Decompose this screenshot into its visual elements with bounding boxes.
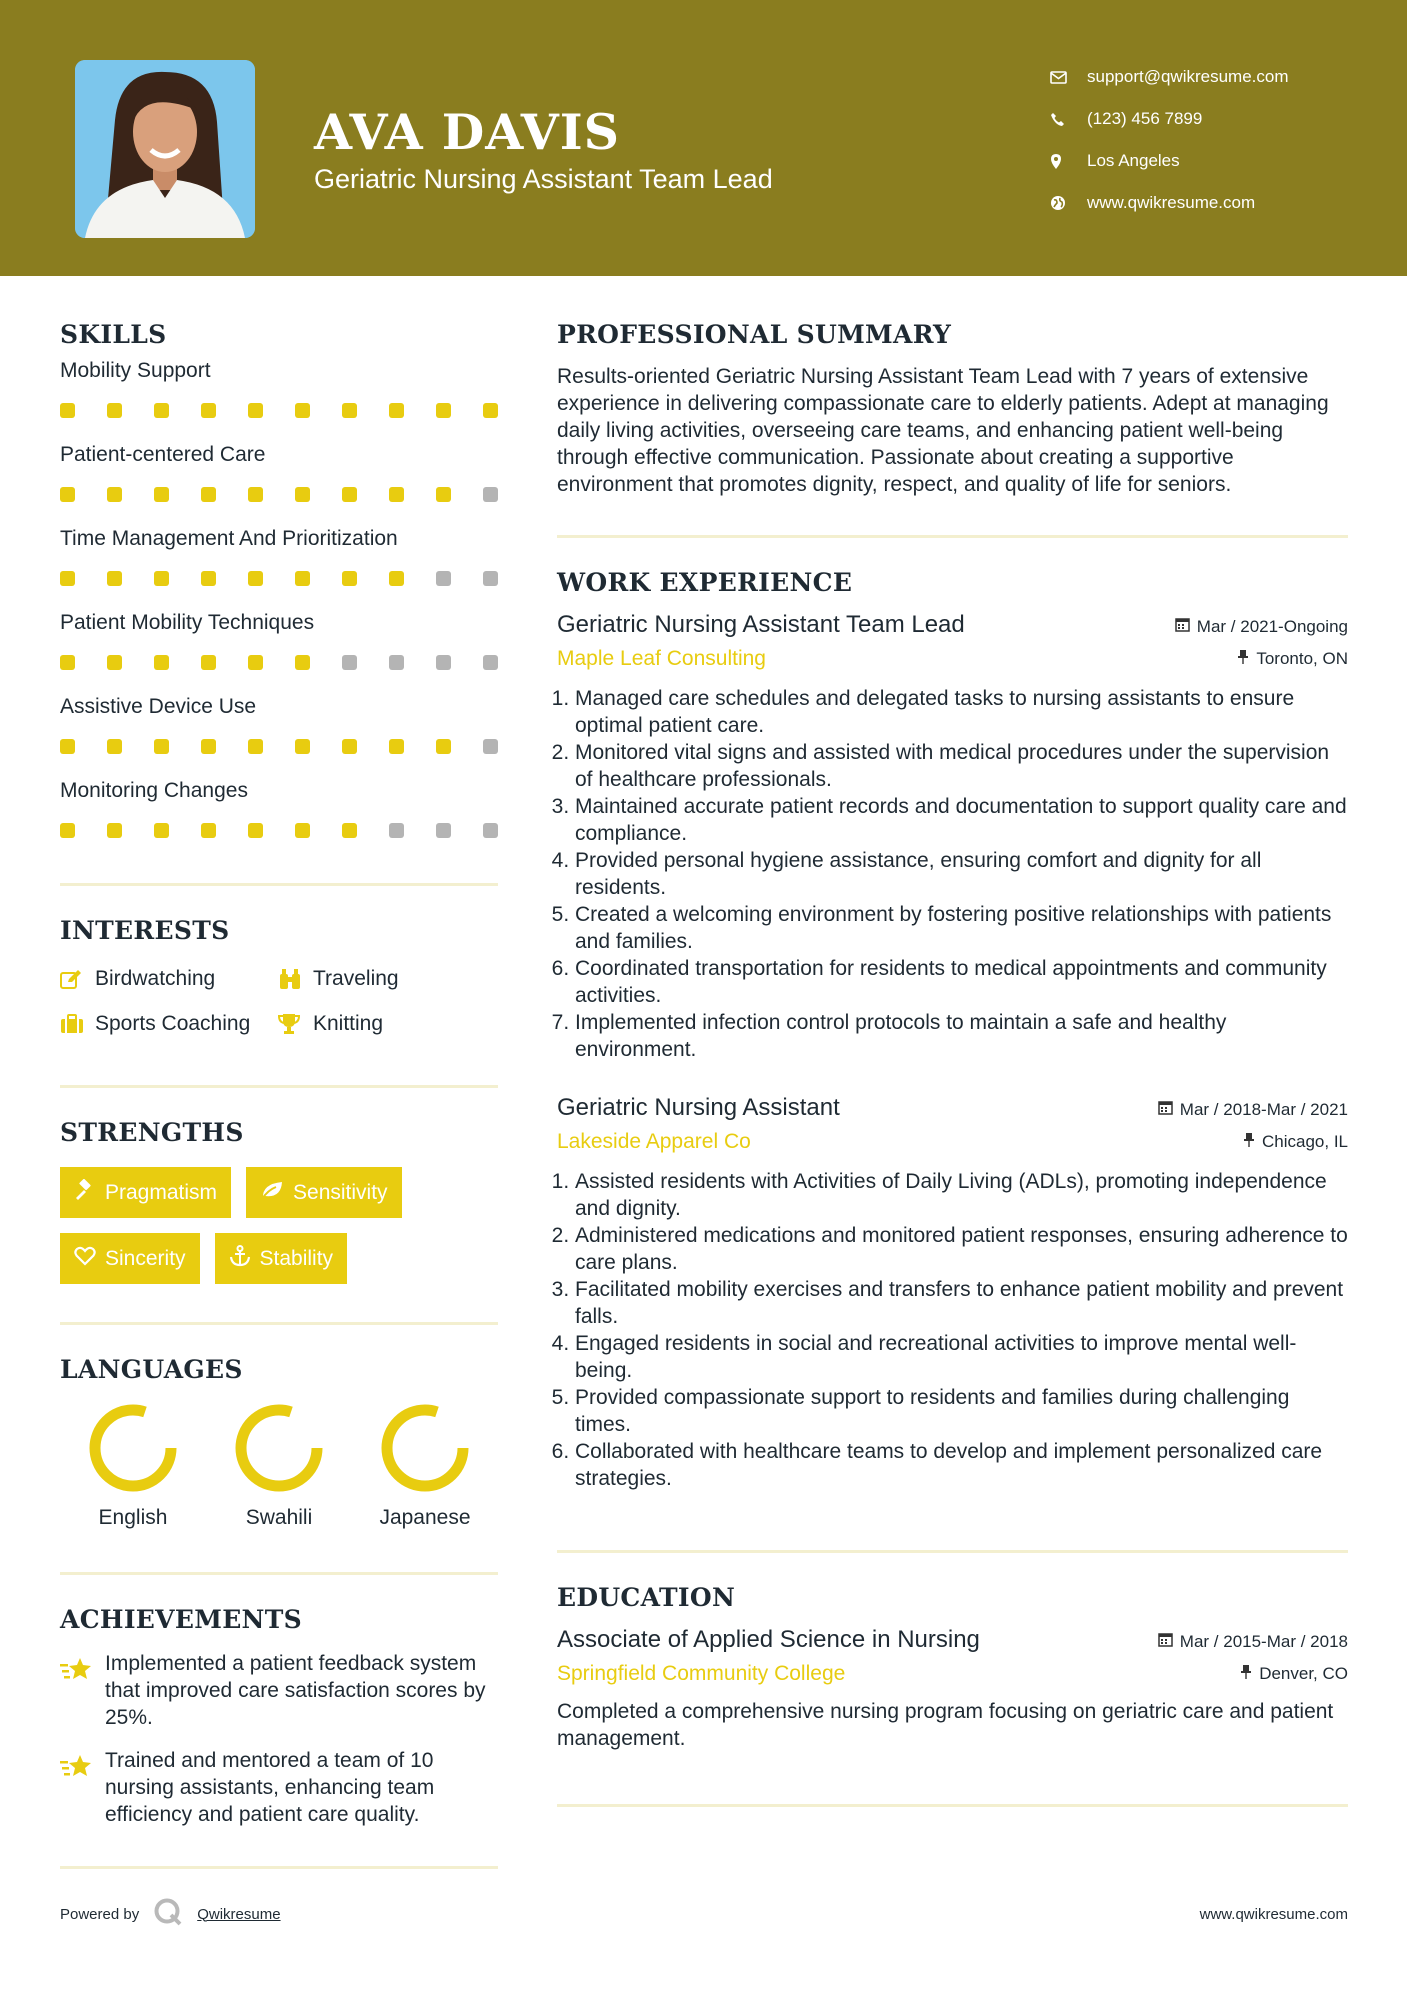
heart-icon <box>74 1246 96 1272</box>
skill-dot <box>389 571 404 586</box>
skill-dot <box>248 403 263 418</box>
section-divider <box>60 1085 498 1088</box>
skill-dot <box>107 823 122 838</box>
skill-dot <box>107 655 122 670</box>
contact-phone[interactable]: (123) 456 7899 <box>1050 98 1289 140</box>
skill-dot <box>295 823 310 838</box>
anchor-icon <box>229 1245 251 1273</box>
skill-dot <box>436 487 451 502</box>
language-level-arc <box>387 1410 463 1486</box>
skill-dot <box>248 655 263 670</box>
section-divider <box>557 1550 1348 1553</box>
skill-dot <box>483 823 498 838</box>
pushpin-icon <box>1237 649 1249 669</box>
resume-header <box>0 0 1407 276</box>
skill-dot <box>483 739 498 754</box>
skill-dot <box>389 739 404 754</box>
skill-dot <box>154 571 169 586</box>
responsibility-item: 5. Provided compassionate support to residents and families during challenging times. <box>575 1384 1348 1438</box>
section-divider <box>60 1866 498 1869</box>
languages-heading: LANGUAGES <box>60 1355 243 1384</box>
job-responsibilities <box>557 685 1348 1063</box>
skills-section <box>60 320 498 853</box>
candidate-name: AVA DAVIS <box>314 103 621 161</box>
language-level-ring <box>87 1402 179 1494</box>
shooting-star-icon <box>60 1747 105 1828</box>
summary-section <box>557 320 1348 498</box>
skill-dot <box>295 739 310 754</box>
skill-item <box>60 359 498 433</box>
skill-dot <box>248 571 263 586</box>
envelope-icon <box>1050 71 1087 84</box>
skill-dot <box>342 655 357 670</box>
skill-level <box>60 723 498 769</box>
skill-name: Time Management And Prioritization <box>60 527 398 550</box>
skill-dot <box>436 655 451 670</box>
experience-section <box>557 568 1348 1492</box>
skill-item <box>60 527 498 601</box>
skill-dot <box>107 487 122 502</box>
qwikresume-link[interactable]: Qwikresume <box>197 1905 281 1923</box>
summary-text: Results-oriented Geriatric Nursing Assistant Team Lead with 7 years of extensive experience in delivering compassionate care to elderly patients. Adept at managing daily living activities, overseeing care teams, and enhancing patient well-being through effective communication. Passionate about creating a supportive environment that promotes dignity, respect, and quality of life for seniors. <box>557 365 1329 496</box>
skill-item <box>60 611 498 685</box>
skill-dot <box>295 571 310 586</box>
interest-item: Sports Coaching <box>60 1008 278 1039</box>
skills-heading: SKILLS <box>60 320 167 349</box>
achievement-item: Implemented a patient feedback system that improved care satisfaction scores by 25%. <box>60 1650 498 1731</box>
skill-dot <box>201 823 216 838</box>
skill-level <box>60 555 498 601</box>
skill-dot <box>60 655 75 670</box>
skill-dot <box>295 487 310 502</box>
skill-dot <box>483 403 498 418</box>
job-entry <box>557 1094 1348 1492</box>
school-name: Springfield Community College <box>557 1662 846 1685</box>
skill-dot <box>342 487 357 502</box>
skill-item <box>60 779 498 853</box>
pushpin-icon <box>1243 1132 1255 1152</box>
skill-dot <box>154 739 169 754</box>
skill-dot <box>483 487 498 502</box>
skill-dot <box>295 655 310 670</box>
briefcase-icon <box>60 1014 95 1034</box>
job-location: Chicago, IL <box>1262 1132 1348 1151</box>
calendar-icon <box>1158 1100 1173 1120</box>
skill-dot <box>342 739 357 754</box>
skill-name: Mobility Support <box>60 359 211 382</box>
footer-website[interactable]: www.qwikresume.com <box>1199 1906 1348 1923</box>
skill-dot <box>154 487 169 502</box>
achievement-item: Trained and mentored a team of 10 nursing assistants, enhancing team efficiency and patient care quality. <box>60 1747 498 1828</box>
achievements-section <box>60 1605 498 1828</box>
degree-title: Associate of Applied Science in Nursing <box>557 1626 980 1653</box>
left-column <box>60 320 498 1869</box>
skill-level <box>60 471 498 517</box>
strengths-section <box>60 1118 498 1284</box>
strength-chip: Pragmatism <box>60 1167 231 1218</box>
skill-dot <box>389 823 404 838</box>
skill-dot <box>295 403 310 418</box>
pushpin-icon <box>1240 1664 1252 1684</box>
job-location: Toronto, ON <box>1256 649 1348 668</box>
job-title: Geriatric Nursing Assistant <box>557 1094 840 1121</box>
responsibility-item: 2. Monitored vital signs and assisted with medical procedures under the supervision of healthcare professionals. <box>575 739 1348 793</box>
map-pin-icon <box>1050 153 1087 170</box>
skill-dot <box>201 403 216 418</box>
skill-dot <box>60 487 75 502</box>
strength-chip: Sincerity <box>60 1233 200 1284</box>
footer-powered-by: Powered by Qwikresume <box>60 1897 281 1931</box>
leaf-icon <box>260 1180 284 1206</box>
strength-chip: Stability <box>215 1233 348 1284</box>
gavel-icon <box>74 1179 96 1207</box>
skill-dot <box>342 403 357 418</box>
skill-name: Monitoring Changes <box>60 779 248 802</box>
responsibility-item: 3. Facilitated mobility exercises and transfers to enhance patient mobility and prevent falls. <box>575 1276 1348 1330</box>
contact-website[interactable]: www.qwikresume.com <box>1050 182 1289 224</box>
right-column <box>557 320 1348 1807</box>
skill-item <box>60 443 498 517</box>
education-location: Denver, CO <box>1259 1664 1348 1683</box>
skill-dot <box>107 403 122 418</box>
skill-name: Patient Mobility Techniques <box>60 611 315 634</box>
responsibility-item: 4. Provided personal hygiene assistance, ensuring comfort and dignity for all residents. <box>575 847 1348 901</box>
language-item <box>352 1402 498 1530</box>
responsibility-item: 7. Implemented infection control protocols to maintain a safe and healthy environment. <box>575 1009 1348 1063</box>
experience-heading: WORK EXPERIENCE <box>557 568 853 597</box>
strengths-heading: STRENGTHS <box>60 1118 244 1147</box>
education-heading: EDUCATION <box>557 1583 736 1612</box>
responsibility-item: 3. Maintained accurate patient records and documentation to support quality care and compliance. <box>575 793 1348 847</box>
skill-dot <box>154 823 169 838</box>
skill-dot <box>436 571 451 586</box>
skill-dot <box>60 739 75 754</box>
candidate-title: Geriatric Nursing Assistant Team Lead <box>314 164 773 194</box>
skill-dot <box>201 571 216 586</box>
education-description: Completed a comprehensive nursing program focusing on geriatric care and patient management. <box>557 1700 1334 1750</box>
education-date: Mar / 2015-Mar / 2018 <box>1179 1632 1348 1651</box>
skill-dot <box>248 487 263 502</box>
skill-dot <box>60 823 75 838</box>
responsibility-item: 4. Engaged residents in social and recreational activities to improve mental well-being. <box>575 1330 1348 1384</box>
skill-dot <box>60 403 75 418</box>
skill-dot <box>436 403 451 418</box>
skill-dot <box>342 823 357 838</box>
interests-heading: INTERESTS <box>60 916 230 945</box>
skill-name: Assistive Device Use <box>60 695 257 718</box>
responsibility-item: 1. Managed care schedules and delegated tasks to nursing assistants to ensure optimal patient care. <box>575 685 1348 739</box>
interest-item: Traveling <box>278 963 498 994</box>
contact-location: Los Angeles <box>1050 140 1289 182</box>
responsibility-item: 1. Assisted residents with Activities of Daily Living (ADLs), promoting independence and dignity. <box>575 1168 1348 1222</box>
qwikresume-logo-icon <box>153 1897 183 1931</box>
language-item <box>60 1402 206 1530</box>
company-name: Lakeside Apparel Co <box>557 1130 751 1153</box>
skill-dot <box>154 403 169 418</box>
skill-dot <box>436 823 451 838</box>
skill-dot <box>342 571 357 586</box>
skill-dot <box>389 403 404 418</box>
calendar-icon <box>1175 617 1190 637</box>
trophy-icon <box>278 1013 313 1035</box>
skill-dot <box>107 571 122 586</box>
interests-section <box>60 916 498 1039</box>
shooting-star-icon <box>60 1650 105 1731</box>
achievements-heading: ACHIEVEMENTS <box>60 1605 302 1634</box>
language-level-ring <box>233 1402 325 1494</box>
skill-dot <box>483 571 498 586</box>
phone-icon <box>1050 112 1087 127</box>
section-divider <box>60 1322 498 1325</box>
responsibility-item: 2. Administered medications and monitored patient responses, ensuring adherence to care plans. <box>575 1222 1348 1276</box>
calendar-icon <box>1158 1632 1173 1652</box>
skill-dot <box>201 739 216 754</box>
pencil-square-icon <box>60 969 95 989</box>
job-date: Mar / 2021-Ongoing <box>1196 617 1348 636</box>
interest-item: Birdwatching <box>60 963 278 994</box>
responsibility-item: 6. Collaborated with healthcare teams to develop and implement personalized care strategies. <box>575 1438 1348 1492</box>
skill-dot <box>60 571 75 586</box>
language-name: Swahili <box>245 1506 313 1529</box>
skill-name: Patient-centered Care <box>60 443 266 466</box>
skill-dot <box>436 739 451 754</box>
skill-dot <box>248 823 263 838</box>
language-level-arc <box>95 1410 171 1486</box>
skill-dot <box>389 487 404 502</box>
section-divider <box>60 1572 498 1575</box>
contact-email[interactable]: support@qwikresume.com <box>1050 56 1289 98</box>
skill-dot <box>201 487 216 502</box>
language-name: English <box>98 1506 168 1529</box>
education-section <box>557 1583 1348 1752</box>
strength-chip: Sensitivity <box>246 1167 402 1218</box>
job-title: Geriatric Nursing Assistant Team Lead <box>557 611 965 638</box>
skill-dot <box>389 655 404 670</box>
interest-item: Knitting <box>278 1008 498 1039</box>
company-name: Maple Leaf Consulting <box>557 647 766 670</box>
section-divider <box>557 535 1348 538</box>
language-item <box>206 1402 352 1530</box>
skill-level <box>60 639 498 685</box>
contact-list <box>1050 56 1289 224</box>
skill-dot <box>201 655 216 670</box>
job-responsibilities <box>557 1168 1348 1492</box>
skill-dot <box>483 655 498 670</box>
summary-heading: PROFESSIONAL SUMMARY <box>557 320 952 349</box>
responsibility-item: 6. Coordinated transportation for residents to medical appointments and community activities. <box>575 955 1348 1009</box>
section-divider <box>60 883 498 886</box>
binoculars-icon <box>278 968 313 990</box>
language-name: Japanese <box>379 1506 471 1529</box>
skill-dot <box>248 739 263 754</box>
skill-level <box>60 807 498 853</box>
skill-dot <box>154 655 169 670</box>
language-level-ring <box>379 1402 471 1494</box>
job-entry <box>557 611 1348 1063</box>
profile-photo <box>75 60 255 238</box>
responsibility-item: 5. Created a welcoming environment by fostering positive relationships with patients and families. <box>575 901 1348 955</box>
globe-icon <box>1050 195 1087 211</box>
language-level-arc <box>241 1410 317 1486</box>
skill-level <box>60 387 498 433</box>
languages-section <box>60 1355 498 1530</box>
section-divider <box>557 1804 1348 1807</box>
skill-dot <box>107 739 122 754</box>
job-date: Mar / 2018-Mar / 2021 <box>1179 1100 1348 1119</box>
skill-item <box>60 695 498 769</box>
